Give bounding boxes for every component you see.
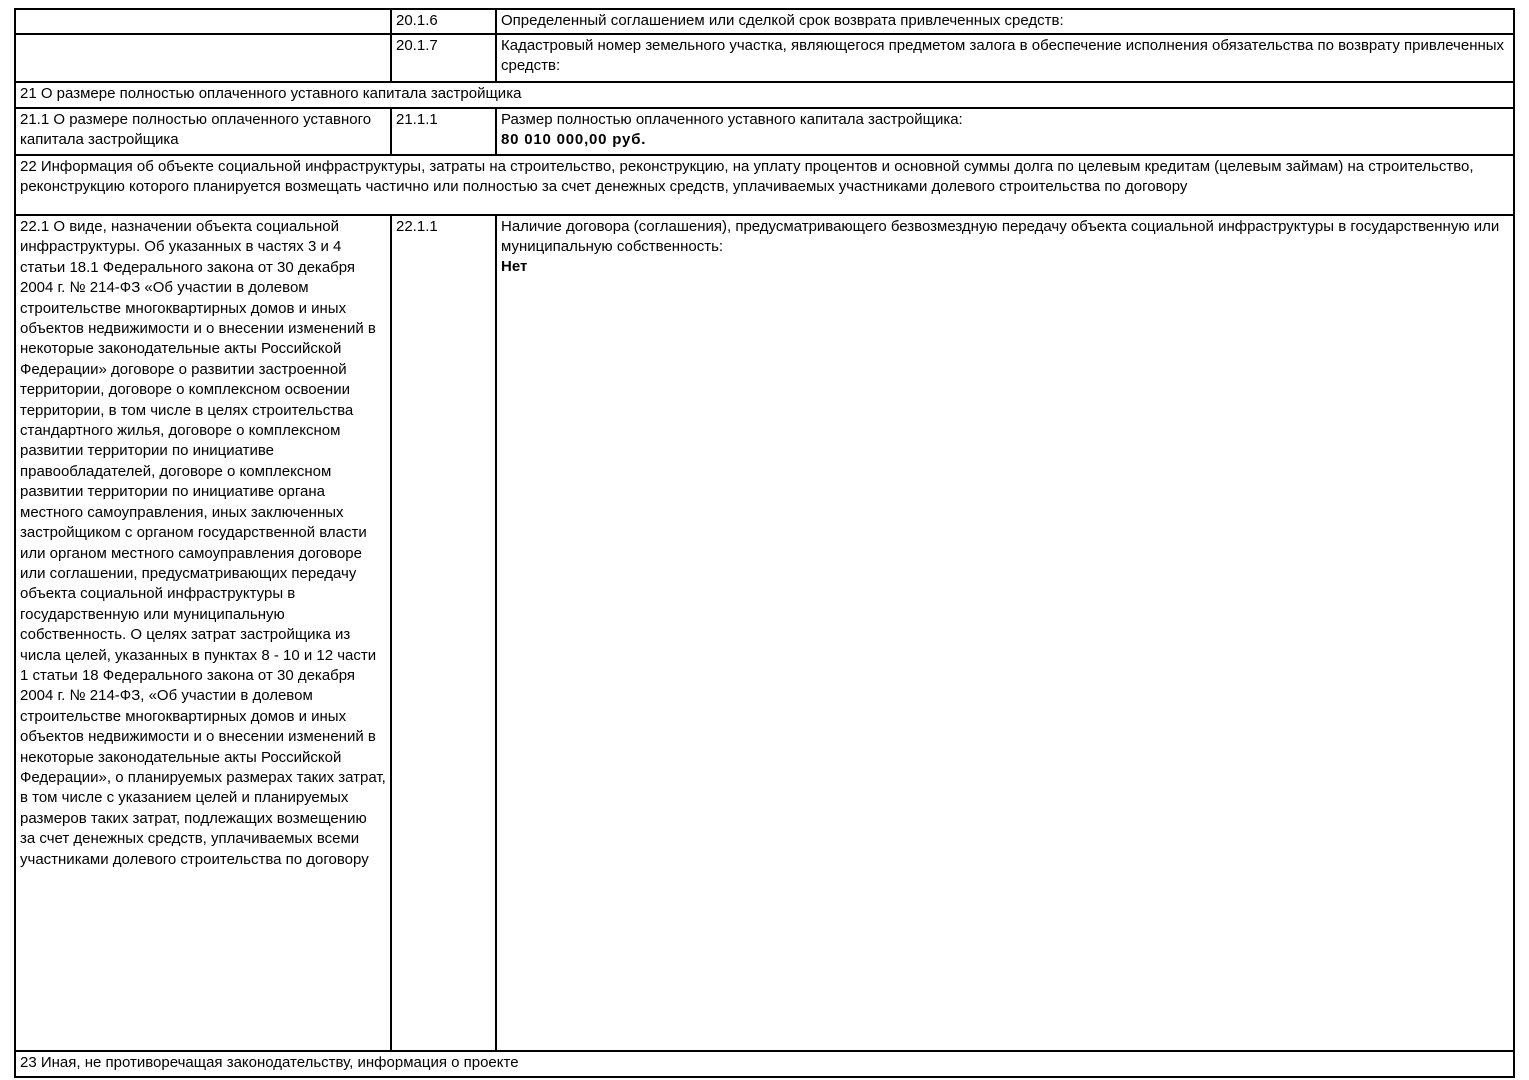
item-content-21-1-1 bbox=[496, 108, 1514, 155]
empty-left-cell bbox=[15, 9, 391, 34]
section-21-header: 21 О размере полностью оплаченного уставного капитала застройщика bbox=[15, 82, 1514, 108]
item-content-value: Нет bbox=[501, 258, 528, 275]
table-row-20-1-6 bbox=[15, 9, 1514, 34]
item-number-20-1-7: 20.1.7 bbox=[391, 34, 496, 82]
item-content-text: Размер полностью оплаченного уставного капитала застройщика: bbox=[501, 111, 963, 128]
item-label-21-1: 21.1 О размере полностью оплаченного уставного капитала застройщика bbox=[15, 108, 391, 155]
table-row-section-23 bbox=[15, 1051, 1514, 1077]
section-23-header: 23 Иная, не противоречащая законодательству, информация о проекте bbox=[15, 1051, 1514, 1077]
item-number-22-1-1: 22.1.1 bbox=[391, 215, 496, 1051]
table-row-section-21 bbox=[15, 82, 1514, 108]
table-row-section-22 bbox=[15, 155, 1514, 215]
item-number-20-1-6: 20.1.6 bbox=[391, 9, 496, 34]
item-content-text: Наличие договора (соглашения), предусматривающего безвозмездную передачу объекта социальной инфраструктуры в государственную или муниципальную собственность: bbox=[501, 218, 1500, 255]
table-row-21-1 bbox=[15, 108, 1514, 155]
item-label-22-1: 22.1 О виде, назначении объекта социальной инфраструктуры. Об указанных в частях 3 и 4 статьи 18.1 Федерального закона от 30 декабря 2004 г. № 214-ФЗ «Об участии в долевом строительстве многоквартирных домов и иных объектов недвижимости и о внесении изменений в некоторые законодательные акты Российской Федерации» договоре о развитии застроенной территории, договоре о комплексном освоении территории, в том числе в целях строительства стандартного жилья, договоре о комплексном развитии территории по инициативе правообладателей, договоре о комплексном развитии территории по инициативе органа местного самоуправления, иных заключенных застройщиком с органом государственной власти или органом местного самоуправления договоре или соглашении, предусматривающих передачу объекта социальной инфраструктуры в государственную или муниципальную собственность. О целях затрат застройщика из числа целей, указанных в пунктах 8 - 10 и 12 части 1 статьи 18 Федерального закона от 30 декабря 2004 г. № 214-ФЗ, «Об участии в долевом строительстве многоквартирных домов и иных объектов недвижимости и о внесении изменений в некоторые законодательные акты Российской Федерации», о планируемых размерах таких затрат, в том числе с указанием целей и планируемых размеров таких затрат, подлежащих возмещению за счет денежных средств, уплачиваемых всеми участниками долевого строительства по договору bbox=[15, 215, 391, 1051]
item-content-value: 80 010 000,00 руб. bbox=[501, 131, 647, 148]
item-content-20-1-6: Определенный соглашением или сделкой срок возврата привлеченных средств: bbox=[496, 9, 1514, 34]
item-content-20-1-7: Кадастровый номер земельного участка, являющегося предметом залога в обеспечение исполнения обязательства по возврату привлеченных средств: bbox=[496, 34, 1514, 82]
project-declaration-table bbox=[14, 8, 1515, 1078]
item-content-22-1-1 bbox=[496, 215, 1514, 1051]
item-number-21-1-1: 21.1.1 bbox=[391, 108, 496, 155]
table-row-20-1-7 bbox=[15, 34, 1514, 82]
table-row-22-1 bbox=[15, 215, 1514, 1051]
section-22-header: 22 Информация об объекте социальной инфраструктуры, затраты на строительство, реконструкцию, на уплату процентов и основной суммы долга по целевым кредитам (целевым займам) на строительство, реконструкцию которого планируется возмещать частично или полностью за счет денежных средств, уплачиваемых участниками долевого строительства по договору bbox=[15, 155, 1514, 215]
empty-left-cell bbox=[15, 34, 391, 82]
